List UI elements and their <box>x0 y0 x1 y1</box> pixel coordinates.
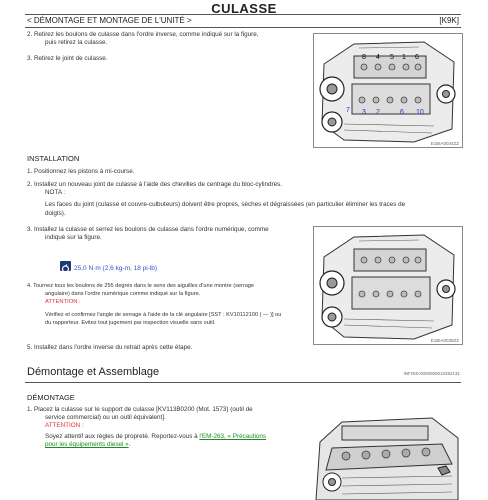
install-step-2-text: 2. Installez un nouveau joint de culasse à l'aide des chevilles de centrage du bloc-cylindres. <box>27 181 282 188</box>
seq-label: 4 <box>376 54 380 61</box>
seq-label: 3 <box>362 109 366 116</box>
page-title: CULASSE <box>211 1 277 16</box>
removal-step-3: 3. Retirez le joint de culasse. <box>27 55 108 62</box>
attention-text-prefix: Soyez attentif aux règles de propreté. Reportez-vous à <box>45 432 200 440</box>
attention-line-1: Vérifiez et confirmez l'angle de serrage à l'aide de la clé angulaire [SST : KV10112100 ( — )] ou <box>45 311 282 318</box>
attention-text-suffix: . <box>128 440 131 448</box>
figure-code: E1BIA0035ZZ <box>430 338 459 343</box>
engine-drawing <box>314 34 462 147</box>
cylinder-head-on-stand-figure <box>312 404 462 500</box>
disassembly-heading: DÉMONTAGE <box>27 393 75 402</box>
installation-heading: INSTALLATION <box>27 154 80 163</box>
install-step-4 <box>27 282 317 327</box>
attention-text <box>27 433 302 441</box>
cylinder-head-figure-removal <box>313 33 463 148</box>
disassembly-step-1 <box>27 406 302 449</box>
removal-step-2-line-2: puis retirez la culasse. <box>45 39 108 47</box>
install-step-1: 1. Positionnez les pistons à mi-course. <box>27 168 135 175</box>
seq-label: 7 <box>346 107 350 114</box>
engine-drawing <box>314 227 462 344</box>
section-header <box>25 15 461 27</box>
section-label: < DÉMONTAGE ET MONTAGE DE L'UNITÉ > <box>27 16 192 25</box>
install-step-4-line-1: 4. Tournez tous les boulons de 255 degrés dans le sens des aiguilles d'une montre (serrage <box>27 283 255 289</box>
attention-label: ATTENTION : <box>45 299 81 306</box>
install-step-5: 5. Installez dans l'ordre inverse du retrait après cette étape. <box>27 344 193 351</box>
note-line-2: doigts). <box>45 209 66 217</box>
install-step-2 <box>27 181 457 218</box>
assembly-section-title: Démontage et Assemblage <box>27 366 160 378</box>
precautions-link[interactable]: l'EM-263, « Précautions <box>199 432 267 440</box>
note-label: NOTA : <box>45 189 66 197</box>
torque-value: 25,0 N·m (2,6 kg-m, 18 pi-lb) <box>74 265 158 272</box>
install-step-3-line-2: indiqué sur la figure. <box>45 234 102 242</box>
header-rule-bottom <box>25 27 461 28</box>
attention-text-line-2 <box>27 441 302 449</box>
engine-code: [K9K] <box>439 16 459 25</box>
seq-label: 5 <box>390 54 394 61</box>
seq-label: 2 <box>376 109 380 116</box>
torque-icon <box>60 261 71 271</box>
install-step-3 <box>27 226 312 242</box>
attention-label: ATTENTION : <box>45 422 84 430</box>
seq-label: 1 <box>402 54 406 61</box>
seq-label: 10 <box>416 109 424 116</box>
install-step-4-line-2: angulaire) dans l'ordre numérique comme indiqué sur la figure. <box>45 291 201 298</box>
seq-label: 6 <box>415 54 419 61</box>
cylinder-head-figure-installation <box>313 226 463 345</box>
disassembly-step-1-line-1: 1. Placez la culasse sur le support de culasse [KV113B0200 (Mot. 1573) (outil de <box>27 406 253 413</box>
document-id: INFOID:0000000010282131 <box>403 371 460 376</box>
section-rule <box>25 382 461 383</box>
disassembly-step-1-line-2: service commercial) ou un outil équivalent]. <box>45 414 166 422</box>
install-step-3-line-1: 3. Installez la culasse et serrez les boulons de culasse dans l'ordre numérique, comme <box>27 226 269 233</box>
attention-line-2: du rapporteur. Evitez tout jugement par inspection visuelle sans outil. <box>45 319 216 326</box>
head-stand-drawing <box>312 404 462 500</box>
removal-step-2 <box>27 31 307 47</box>
note-line-1: Les faces du joint (culasse et couvre-culbuteurs) doivent être propres, sèches et dégraissées (en particulier éliminer les traces de <box>45 201 406 209</box>
seq-label: 6 <box>400 109 404 116</box>
seq-label: 8 <box>362 54 366 61</box>
precautions-link-continued[interactable]: pour les équipements diesel » <box>45 440 129 448</box>
figure-code: E1BIA0034ZZ <box>430 141 459 146</box>
removal-step-2-line-1: 2. Retirez les boulons de culasse dans l'ordre inverse, comme indiqué sur la figure, <box>27 31 259 38</box>
